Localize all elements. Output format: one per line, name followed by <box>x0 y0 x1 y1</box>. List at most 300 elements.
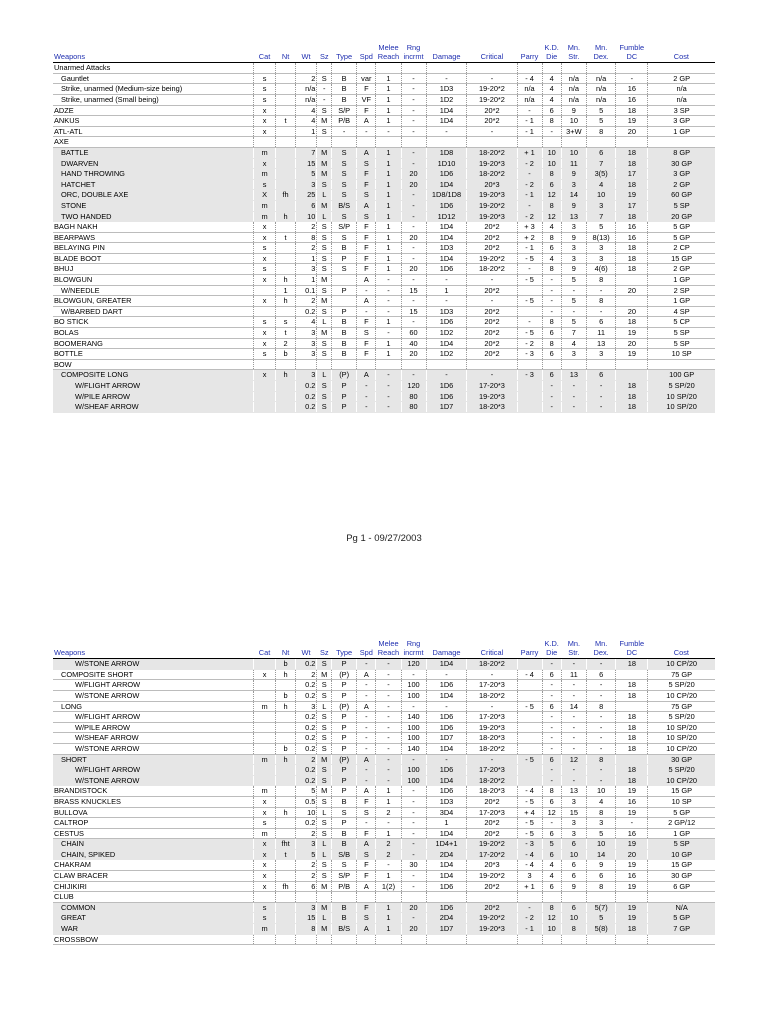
table-cell: W/PILE ARROW <box>53 722 253 733</box>
table-cell: + 4 <box>517 807 542 818</box>
table-cell: F <box>357 338 376 349</box>
table-cell: - <box>401 913 426 924</box>
table-cell <box>317 63 332 74</box>
table-cell: - <box>376 306 401 317</box>
table-cell: 5 <box>561 275 586 286</box>
table-cell: 5 CP <box>648 317 715 328</box>
table-cell: BLADE BOOT <box>53 253 253 264</box>
table-cell: 20 <box>401 264 426 275</box>
table-cell: - <box>542 775 561 786</box>
table-cell: - <box>561 733 586 744</box>
table-cell: 5 <box>561 317 586 328</box>
table-cell: 17-20*3 <box>467 765 517 776</box>
table-cell: 8 <box>586 881 616 892</box>
table-cell <box>253 712 276 723</box>
table-row <box>53 775 715 786</box>
table-cell: 0.2 <box>295 690 317 701</box>
table-cell: S <box>317 712 332 723</box>
table-cell: 1D8/1D8 <box>426 190 467 201</box>
table-cell: - 2 <box>517 211 542 222</box>
table-cell: - <box>401 200 426 211</box>
table-row <box>53 701 715 712</box>
table-cell: 80 <box>401 391 426 402</box>
table-cell: 9 <box>561 881 586 892</box>
table-cell: 1D4 <box>426 253 467 264</box>
table-cell: - <box>376 659 401 670</box>
table-cell: 18-20*2 <box>467 264 517 275</box>
table-cell: F <box>357 179 376 190</box>
table-cell: 10 <box>561 147 586 158</box>
table-cell: 2 <box>295 243 317 254</box>
table-cell <box>467 892 517 903</box>
table-cell: x <box>253 275 276 286</box>
table-cell: F <box>357 169 376 180</box>
table-cell: - 4 <box>517 849 542 860</box>
table-cell: h <box>276 669 295 680</box>
table-cell: 19-20*3 <box>467 924 517 935</box>
table-cell <box>317 359 332 370</box>
table-cell: F <box>357 264 376 275</box>
column-header: Fumble DC <box>619 43 645 61</box>
table-cell: 1D4 <box>426 828 467 839</box>
table-cell: - <box>401 786 426 797</box>
table-cell <box>253 285 276 296</box>
table-cell: 1 <box>376 190 401 201</box>
table-cell: 5 SP <box>648 200 715 211</box>
table-cell: BELAYING PIN <box>53 243 253 254</box>
table-cell: HAND THROWING <box>53 169 253 180</box>
table-cell: - <box>357 391 376 402</box>
table-cell: 100 <box>401 690 426 701</box>
table-cell: 1D2 <box>426 349 467 360</box>
table-cell: 16 <box>616 871 648 882</box>
table-cell: 8 <box>542 116 561 127</box>
table-cell: 1 <box>295 275 317 286</box>
table-cell <box>616 137 648 148</box>
table-cell <box>276 765 295 776</box>
table-cell <box>276 169 295 180</box>
table-cell: 3 GP <box>648 169 715 180</box>
table-cell: 100 <box>401 765 426 776</box>
table-cell: + 1 <box>517 881 542 892</box>
table-cell: 10 SP/20 <box>648 402 715 413</box>
table-cell: 1 <box>376 147 401 158</box>
table-cell: - <box>586 690 616 701</box>
table-cell: 20*2 <box>467 818 517 829</box>
table-cell: B <box>332 84 357 95</box>
table-cell: 0.2 <box>295 818 317 829</box>
table-cell: 1 <box>376 924 401 935</box>
table-cell: S <box>317 796 332 807</box>
table-cell <box>276 105 295 116</box>
table-cell: 80 <box>401 402 426 413</box>
table-cell: - <box>517 169 542 180</box>
table-cell: 3D4 <box>426 807 467 818</box>
table-cell: 10 <box>542 147 561 158</box>
table-cell: (P) <box>332 669 357 680</box>
table-cell: - <box>561 765 586 776</box>
table-cell: 15 GP <box>648 253 715 264</box>
table-cell: Unarmed Attacks <box>53 63 253 74</box>
table-cell: 2 <box>276 338 295 349</box>
table-cell: 6 <box>586 147 616 158</box>
table-cell <box>276 147 295 158</box>
table-cell: - <box>586 722 616 733</box>
table-cell: P <box>332 786 357 797</box>
table-cell <box>295 63 317 74</box>
table-cell <box>253 892 276 903</box>
table-cell: P/B <box>332 881 357 892</box>
table-cell: 3 <box>586 243 616 254</box>
table-cell: W/SHEAF ARROW <box>53 733 253 744</box>
column-header: Mn. Dex. <box>593 639 609 657</box>
table-cell <box>276 775 295 786</box>
table-cell: S <box>332 179 357 190</box>
table-cell: - 5 <box>517 253 542 264</box>
table-cell: - 5 <box>517 296 542 307</box>
table-cell: S <box>317 743 332 754</box>
table-cell: x <box>253 158 276 169</box>
table-cell: 3 <box>561 818 586 829</box>
table-cell <box>317 934 332 945</box>
table-cell: n/a <box>295 94 317 105</box>
table-cell: 20 <box>616 849 648 860</box>
table-cell: 19-20*2 <box>467 253 517 264</box>
table-cell: - <box>561 712 586 723</box>
table-cell: - <box>357 818 376 829</box>
table-cell: 5 SP/20 <box>648 765 715 776</box>
table-cell: S/B <box>332 849 357 860</box>
table-row <box>53 818 715 829</box>
table-cell: S <box>332 147 357 158</box>
table-cell <box>376 892 401 903</box>
table-cell <box>517 722 542 733</box>
table-cell: - <box>376 296 401 307</box>
table-cell: M <box>317 296 332 307</box>
table-cell: 5 SP/20 <box>648 712 715 723</box>
table-cell: x <box>253 370 276 381</box>
table-cell: 6 <box>295 881 317 892</box>
table-cell: m <box>253 147 276 158</box>
table-cell: x <box>253 126 276 137</box>
table-cell: 20*2 <box>467 243 517 254</box>
table-cell: - <box>376 275 401 286</box>
table-cell: W/STONE ARROW <box>53 775 253 786</box>
table-cell: 9 <box>586 860 616 871</box>
table-row <box>53 743 715 754</box>
table-cell: 1 <box>426 285 467 296</box>
table-cell: 6 <box>561 839 586 850</box>
table-cell: 5 <box>586 828 616 839</box>
table-cell: A <box>357 786 376 797</box>
table-cell: 9 <box>561 264 586 275</box>
table-cell <box>276 913 295 924</box>
table-cell: S <box>317 690 332 701</box>
column-header: K.D. Die <box>544 43 559 61</box>
table-cell: F <box>357 105 376 116</box>
table-cell: t <box>276 116 295 127</box>
column-header: Melee Reach <box>377 43 400 61</box>
table-cell: n/a <box>586 73 616 84</box>
table-cell: B <box>332 839 357 850</box>
table-cell: 2 GP <box>648 179 715 190</box>
table-cell: S <box>317 105 332 116</box>
table-cell: - <box>376 701 401 712</box>
table-cell: 100 <box>401 722 426 733</box>
table-row <box>53 211 715 222</box>
table-cell: 1 <box>376 338 401 349</box>
table-cell: - <box>357 712 376 723</box>
table-cell: 30 <box>401 860 426 871</box>
table-cell: F <box>357 222 376 233</box>
table-cell: 12 <box>542 190 561 201</box>
table-cell: 2 <box>295 669 317 680</box>
table-cell: P <box>332 743 357 754</box>
table-cell <box>276 680 295 691</box>
table-cell: h <box>276 275 295 286</box>
table-cell: - <box>467 370 517 381</box>
table-cell: P <box>332 253 357 264</box>
table-cell: S/P <box>332 871 357 882</box>
table-cell <box>616 359 648 370</box>
table-cell: - <box>401 828 426 839</box>
table-cell: 1D7 <box>426 733 467 744</box>
column-header: Cost <box>673 647 689 657</box>
table-row <box>53 680 715 691</box>
table-cell <box>586 137 616 148</box>
table-cell: F <box>357 902 376 913</box>
table-cell: 20*2 <box>467 116 517 127</box>
table-cell: - <box>467 754 517 765</box>
column-header: Mn. Str. <box>567 639 581 657</box>
weapons-table <box>53 44 715 413</box>
table-cell: S <box>317 722 332 733</box>
table-cell: - <box>357 306 376 317</box>
table-cell: 4 <box>561 338 586 349</box>
table-cell: P <box>332 712 357 723</box>
table-cell: 16 <box>616 828 648 839</box>
table-row <box>53 786 715 797</box>
table-cell: s <box>253 84 276 95</box>
table-cell: t <box>276 232 295 243</box>
table-cell: P <box>332 381 357 392</box>
table-cell: - <box>542 381 561 392</box>
table-cell: - <box>376 126 401 137</box>
table-cell: 20 <box>401 902 426 913</box>
table-cell: 5 SP <box>648 328 715 339</box>
table-cell: - <box>542 818 561 829</box>
table-cell <box>542 934 561 945</box>
table-cell: A <box>357 754 376 765</box>
table-cell: 20*2 <box>467 796 517 807</box>
column-header: Damage <box>432 647 461 657</box>
table-cell: 18 <box>616 179 648 190</box>
table-cell: x <box>253 871 276 882</box>
table-cell: - <box>357 733 376 744</box>
table-cell: ORC, DOUBLE AXE <box>53 190 253 201</box>
table-cell: - <box>357 659 376 670</box>
table-cell: BULLOVA <box>53 807 253 818</box>
table-cell <box>276 137 295 148</box>
table-cell: - <box>401 275 426 286</box>
table-cell: - <box>426 370 467 381</box>
table-cell: 30 GP <box>648 158 715 169</box>
table-cell <box>542 892 561 903</box>
table-cell: - <box>401 669 426 680</box>
table-cell: 19 <box>616 839 648 850</box>
table-cell: 18 <box>616 659 648 670</box>
table-cell: 4 <box>586 796 616 807</box>
table-row <box>53 902 715 913</box>
table-cell: - <box>542 765 561 776</box>
table-cell: 12 <box>542 913 561 924</box>
table-cell: 14 <box>561 701 586 712</box>
table-cell: S <box>332 860 357 871</box>
table-cell: 4 <box>542 871 561 882</box>
table-cell: s <box>253 243 276 254</box>
table-cell: 1 <box>295 253 317 264</box>
table-cell: 18 <box>616 264 648 275</box>
table-row <box>53 285 715 296</box>
table-cell: M <box>317 116 332 127</box>
table-cell: 8 <box>295 232 317 243</box>
table-cell: m <box>253 754 276 765</box>
table-row <box>53 402 715 413</box>
column-header: Rng incrmt <box>403 43 424 61</box>
table-cell: W/STONE ARROW <box>53 743 253 754</box>
table-cell: - <box>401 754 426 765</box>
table-cell: - 5 <box>517 828 542 839</box>
table-cell: P <box>332 306 357 317</box>
table-cell: - 2 <box>517 179 542 190</box>
table-cell: P <box>332 659 357 670</box>
table-cell <box>517 285 542 296</box>
table-cell: A <box>357 116 376 127</box>
table-cell: 1 <box>376 158 401 169</box>
table-cell: - <box>561 743 586 754</box>
table-cell: 10 <box>561 116 586 127</box>
table-cell: 20 <box>401 232 426 243</box>
table-cell: 6 <box>542 701 561 712</box>
table-cell: 3 <box>586 253 616 264</box>
table-cell: 3 <box>295 701 317 712</box>
column-header: Wt <box>301 51 311 61</box>
table-cell: HATCHET <box>53 179 253 190</box>
table-cell: 4 <box>542 860 561 871</box>
table-cell: ATL-ATL <box>53 126 253 137</box>
table-row <box>53 317 715 328</box>
table-cell: 75 GP <box>648 669 715 680</box>
table-cell: 1 <box>376 349 401 360</box>
table-cell: F <box>357 871 376 882</box>
table-cell: 6 <box>542 105 561 116</box>
table-cell: CHAKRAM <box>53 860 253 871</box>
table-cell: L <box>317 211 332 222</box>
table-cell <box>517 63 542 74</box>
table-cell: W/FLIGHT ARROW <box>53 765 253 776</box>
table-cell <box>616 296 648 307</box>
table-cell: BLOWGUN, GREATER <box>53 296 253 307</box>
table-cell: 17-20*3 <box>467 807 517 818</box>
table-cell: 15 <box>401 285 426 296</box>
table-cell: 9 <box>561 200 586 211</box>
table-cell: - <box>542 391 561 402</box>
table-cell: 1D3 <box>426 306 467 317</box>
table-cell: (P) <box>332 370 357 381</box>
table-cell: M <box>317 200 332 211</box>
table-cell: L <box>317 317 332 328</box>
table-cell: - <box>376 328 401 339</box>
table-cell <box>517 712 542 723</box>
table-cell: + 1 <box>517 147 542 158</box>
table-cell: 0.1 <box>295 285 317 296</box>
table-cell: 2 <box>295 222 317 233</box>
table-cell: 3 <box>295 370 317 381</box>
table-cell: 1D10 <box>426 158 467 169</box>
table-cell: - <box>542 126 561 137</box>
table-cell: LONG <box>53 701 253 712</box>
table-cell: S <box>317 264 332 275</box>
table-cell: - 5 <box>517 328 542 339</box>
table-cell: - 1 <box>517 126 542 137</box>
table-cell: 18 <box>616 733 648 744</box>
table-cell: 19 <box>616 902 648 913</box>
table-cell: 20 <box>616 306 648 317</box>
table-cell: 5 <box>295 849 317 860</box>
table-cell: B <box>332 349 357 360</box>
table-cell: 100 <box>401 775 426 786</box>
table-cell: S <box>317 733 332 744</box>
table-cell: S/P <box>332 222 357 233</box>
table-cell: 18 <box>616 317 648 328</box>
table-cell: B/S <box>332 200 357 211</box>
table-cell: h <box>276 370 295 381</box>
table-cell <box>517 680 542 691</box>
table-cell: n/a <box>586 94 616 105</box>
table-cell <box>276 243 295 254</box>
table-cell <box>561 359 586 370</box>
table-cell: GREAT <box>53 913 253 924</box>
table-cell: 10 <box>586 839 616 850</box>
table-row <box>53 158 715 169</box>
table-cell: - <box>401 818 426 829</box>
table-cell: S <box>317 232 332 243</box>
table-cell: 4 <box>295 116 317 127</box>
table-cell <box>276 73 295 84</box>
table-cell: 19-20*2 <box>467 839 517 850</box>
table-cell: 0.2 <box>295 680 317 691</box>
table-cell: S <box>357 328 376 339</box>
table-cell <box>376 63 401 74</box>
table-cell: 2 <box>295 73 317 84</box>
table-cell <box>276 722 295 733</box>
table-cell: 1 <box>295 126 317 137</box>
table-row <box>53 349 715 360</box>
table-cell: 4(6) <box>586 264 616 275</box>
column-header: Sz <box>319 647 329 657</box>
table-cell: 18 <box>616 391 648 402</box>
table-cell: TWO HANDED <box>53 211 253 222</box>
table-cell: - <box>376 680 401 691</box>
table-cell <box>426 359 467 370</box>
table-cell: M <box>317 786 332 797</box>
table-cell: 2D4 <box>426 849 467 860</box>
table-cell: 2 <box>295 860 317 871</box>
table-cell: (P) <box>332 754 357 765</box>
table-cell: S <box>317 659 332 670</box>
table-cell: 3 <box>561 253 586 264</box>
table-cell: S/P <box>332 105 357 116</box>
